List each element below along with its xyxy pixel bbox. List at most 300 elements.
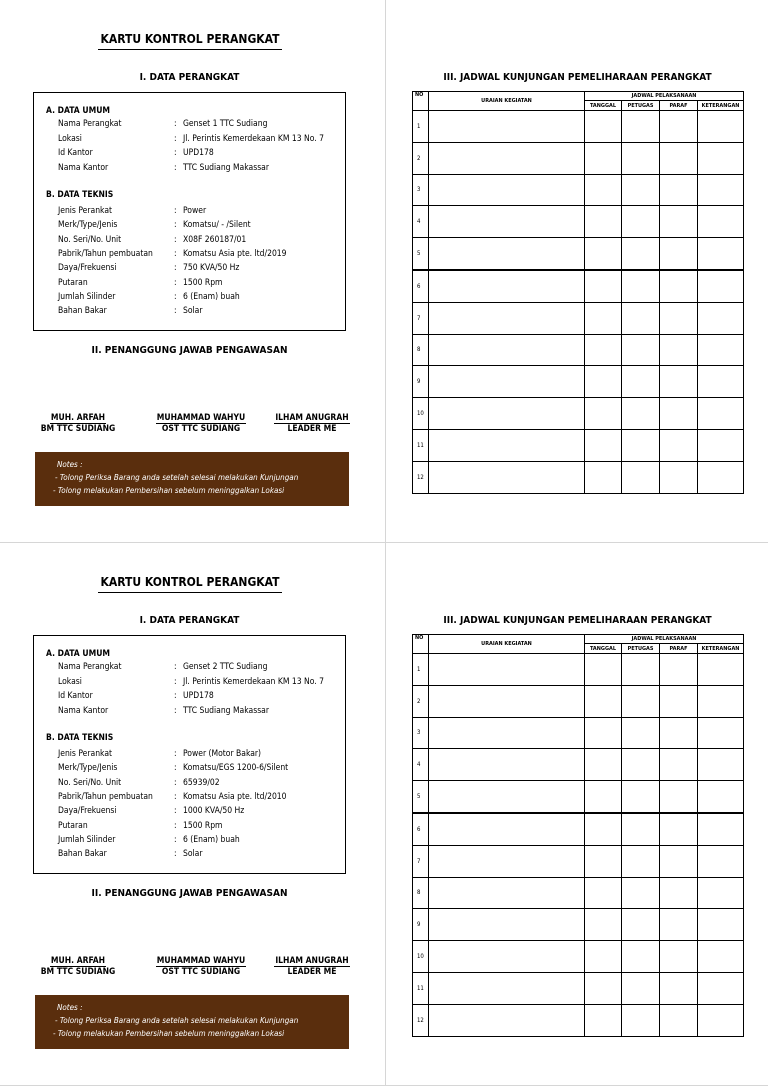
table-cell[interactable] — [585, 461, 622, 493]
table-cell[interactable] — [622, 429, 660, 461]
table-cell[interactable] — [660, 813, 698, 845]
col-header-jadwal: JADWAL PELAKSANAAN — [585, 92, 744, 101]
table-cell[interactable] — [660, 270, 698, 302]
table-row — [413, 270, 744, 302]
field-colon: : — [174, 763, 177, 773]
field-value: Power — [183, 206, 207, 216]
signatory-name: MUH. ARFAH — [50, 413, 106, 423]
data-umum-row — [58, 662, 267, 672]
data-umum-row — [58, 134, 324, 144]
field-value: Komatsu/EGS 1200-6/Silent — [183, 763, 289, 773]
data-teknis-row — [58, 849, 203, 859]
table-row — [413, 461, 744, 493]
table-cell[interactable] — [622, 717, 660, 749]
table-cell[interactable] — [429, 334, 585, 366]
field-label: Daya/Frekuensi — [58, 263, 117, 273]
row-number: 12 — [413, 461, 429, 493]
col-header-sub: TANGGAL — [585, 101, 622, 111]
table-cell[interactable] — [622, 685, 660, 717]
notes-box — [35, 995, 349, 1049]
table-cell[interactable] — [660, 174, 698, 206]
table-cell[interactable] — [429, 398, 585, 430]
table-cell[interactable] — [622, 909, 660, 941]
table-row — [413, 845, 744, 877]
field-value: Komatsu Asia pte. ltd/2019 — [183, 249, 287, 259]
signatory — [30, 413, 126, 434]
table-cell[interactable] — [660, 334, 698, 366]
row-number: 4 — [413, 206, 429, 238]
table-cell[interactable] — [622, 461, 660, 493]
notes-heading: Notes : — [57, 460, 83, 469]
table-cell[interactable] — [660, 398, 698, 430]
table-cell[interactable] — [429, 909, 585, 941]
data-teknis-row — [58, 763, 288, 773]
table-cell[interactable] — [429, 174, 585, 206]
table-header-row — [413, 92, 744, 101]
table-cell[interactable] — [622, 366, 660, 398]
row-number: 6 — [413, 270, 429, 302]
table-cell[interactable] — [429, 461, 585, 493]
table-cell[interactable] — [698, 654, 744, 686]
table-cell[interactable] — [698, 142, 744, 174]
table-cell[interactable] — [660, 877, 698, 909]
table-cell[interactable] — [622, 941, 660, 973]
table-cell[interactable] — [622, 972, 660, 1004]
field-value: Genset 2 TTC Sudiang — [183, 662, 268, 672]
table-cell[interactable] — [585, 1004, 622, 1036]
table-cell[interactable] — [660, 429, 698, 461]
table-row — [413, 749, 744, 781]
schedule-table — [412, 91, 744, 494]
notes-heading: Notes : — [57, 1003, 83, 1012]
field-value: Power (Motor Bakar) — [183, 749, 262, 759]
field-value: Genset 1 TTC Sudiang — [183, 119, 268, 129]
row-number: 11 — [413, 972, 429, 1004]
card-page-2 — [0, 543, 768, 1086]
table-cell[interactable] — [429, 206, 585, 238]
table-cell[interactable] — [660, 845, 698, 877]
row-number: 12 — [413, 1004, 429, 1036]
table-row — [413, 654, 744, 686]
table-cell[interactable] — [429, 366, 585, 398]
field-colon: : — [174, 278, 177, 288]
row-number: 10 — [413, 398, 429, 430]
table-cell[interactable] — [622, 302, 660, 334]
row-number: 10 — [413, 941, 429, 973]
field-colon: : — [174, 292, 177, 302]
table-cell[interactable] — [622, 749, 660, 781]
table-cell[interactable] — [660, 941, 698, 973]
signatory-name: ILHAM ANUGRAH — [275, 956, 349, 966]
section-jadwal-title: III. JADWAL KUNJUNGAN PEMELIHARAAN PERANGKAT — [443, 72, 712, 83]
data-teknis-row — [58, 263, 239, 273]
table-row — [413, 813, 744, 845]
field-value: Solar — [183, 849, 203, 859]
field-label: Nama Perangkat — [58, 662, 122, 672]
table-cell[interactable] — [585, 270, 622, 302]
data-teknis-heading: B. DATA TEKNIS — [46, 190, 114, 200]
table-cell[interactable] — [698, 302, 744, 334]
field-colon: : — [174, 119, 177, 129]
table-cell[interactable] — [698, 206, 744, 238]
table-row — [413, 206, 744, 238]
table-cell[interactable] — [698, 781, 744, 813]
table-cell[interactable] — [585, 206, 622, 238]
table-cell[interactable] — [622, 206, 660, 238]
field-colon: : — [174, 677, 177, 687]
data-perangkat-box — [33, 92, 346, 331]
table-row — [413, 717, 744, 749]
table-cell[interactable] — [660, 1004, 698, 1036]
signatory-role: OST TTC SUDIANG — [161, 424, 241, 434]
table-cell[interactable] — [660, 302, 698, 334]
row-number: 1 — [413, 654, 429, 686]
table-cell[interactable] — [429, 111, 585, 143]
table-cell[interactable] — [585, 429, 622, 461]
field-label: Jumlah Silinder — [58, 292, 116, 302]
data-teknis-row — [58, 749, 261, 759]
data-umum-row — [58, 119, 267, 129]
signatory-name: ILHAM ANUGRAH — [275, 413, 349, 423]
field-value: 1500 Rpm — [183, 821, 223, 831]
table-cell[interactable] — [660, 972, 698, 1004]
signatory-name: MUHAMMAD WAHYU — [156, 956, 246, 966]
field-label: Putaran — [58, 278, 88, 288]
field-label: Id Kantor — [58, 691, 93, 701]
table-row — [413, 366, 744, 398]
table-cell[interactable] — [429, 142, 585, 174]
table-cell[interactable] — [698, 238, 744, 270]
col-header-uraian: URAIAN KEGIATAN — [429, 635, 585, 654]
table-cell[interactable] — [585, 749, 622, 781]
field-colon: : — [174, 163, 177, 173]
table-cell[interactable] — [698, 334, 744, 366]
section-penanggung-jawab-title: II. PENANGGUNG JAWAB PENGAWASAN — [91, 888, 288, 899]
table-cell[interactable] — [622, 877, 660, 909]
table-cell[interactable] — [698, 845, 744, 877]
table-cell[interactable] — [698, 972, 744, 1004]
table-row — [413, 429, 744, 461]
section-data-perangkat-title: I. DATA PERANGKAT — [139, 615, 240, 626]
table-cell[interactable] — [660, 206, 698, 238]
row-number: 7 — [413, 302, 429, 334]
table-cell[interactable] — [660, 685, 698, 717]
signatory — [146, 956, 256, 977]
field-value: Komatsu/ - /Silent — [183, 220, 251, 230]
table-cell[interactable] — [698, 366, 744, 398]
table-cell[interactable] — [585, 972, 622, 1004]
field-colon: : — [174, 249, 177, 259]
field-label: Lokasi — [58, 134, 82, 144]
table-cell[interactable] — [429, 717, 585, 749]
signatory-role: LEADER ME — [287, 424, 337, 434]
row-number: 8 — [413, 877, 429, 909]
field-label: Nama Perangkat — [58, 119, 122, 129]
table-cell[interactable] — [585, 111, 622, 143]
data-umum-heading: A. DATA UMUM — [46, 649, 111, 659]
data-teknis-row — [58, 835, 240, 845]
field-value: 65939/02 — [183, 778, 220, 788]
row-number: 11 — [413, 429, 429, 461]
table-cell[interactable] — [585, 366, 622, 398]
field-label: Jumlah Silinder — [58, 835, 116, 845]
field-label: Jenis Perankat — [58, 206, 112, 216]
field-label: Nama Kantor — [58, 706, 109, 716]
data-umum-row — [58, 691, 214, 701]
table-cell[interactable] — [698, 941, 744, 973]
table-cell[interactable] — [622, 270, 660, 302]
data-umum-row — [58, 677, 324, 687]
notes-box — [35, 452, 349, 506]
table-cell[interactable] — [622, 813, 660, 845]
table-cell[interactable] — [660, 142, 698, 174]
field-colon: : — [174, 263, 177, 273]
table-cell[interactable] — [622, 142, 660, 174]
field-colon: : — [174, 235, 177, 245]
table-cell[interactable] — [698, 813, 744, 845]
col-header-sub: PARAF — [660, 644, 698, 654]
table-cell[interactable] — [622, 398, 660, 430]
field-colon: : — [174, 691, 177, 701]
field-value: TTC Sudiang Makassar — [183, 706, 270, 716]
table-row — [413, 781, 744, 813]
signatory-name: MUH. ARFAH — [50, 956, 106, 966]
table-cell[interactable] — [585, 238, 622, 270]
table-cell[interactable] — [660, 111, 698, 143]
row-number: 1 — [413, 111, 429, 143]
field-value: Jl. Perintis Kemerdekaan KM 13 No. 7 — [183, 677, 324, 687]
table-cell[interactable] — [698, 749, 744, 781]
table-cell[interactable] — [660, 717, 698, 749]
data-umum-row — [58, 706, 269, 716]
field-label: Merk/Type/Jenis — [58, 220, 118, 230]
table-cell[interactable] — [429, 877, 585, 909]
table-cell[interactable] — [698, 909, 744, 941]
table-cell[interactable] — [585, 142, 622, 174]
table-cell[interactable] — [585, 398, 622, 430]
row-number: 5 — [413, 238, 429, 270]
field-value: Solar — [183, 306, 203, 316]
table-cell[interactable] — [429, 845, 585, 877]
table-cell[interactable] — [698, 174, 744, 206]
data-teknis-heading: B. DATA TEKNIS — [46, 733, 114, 743]
table-row — [413, 142, 744, 174]
table-cell[interactable] — [660, 461, 698, 493]
table-cell[interactable] — [698, 461, 744, 493]
field-value: 6 (Enam) buah — [183, 835, 240, 845]
page-column-divider — [385, 543, 386, 1085]
data-teknis-row — [58, 806, 244, 816]
table-cell[interactable] — [660, 909, 698, 941]
table-row — [413, 972, 744, 1004]
table-cell[interactable] — [660, 781, 698, 813]
table-row — [413, 685, 744, 717]
table-cell[interactable] — [698, 1004, 744, 1036]
table-cell[interactable] — [429, 685, 585, 717]
data-teknis-row — [58, 235, 246, 245]
field-label: Nama Kantor — [58, 163, 109, 173]
field-colon: : — [174, 206, 177, 216]
signatory-name: MUHAMMAD WAHYU — [156, 413, 246, 423]
signatory — [30, 956, 126, 977]
table-cell[interactable] — [585, 654, 622, 686]
data-teknis-row — [58, 206, 206, 216]
col-header-sub: PETUGAS — [622, 101, 660, 111]
field-value: 750 KVA/50 Hz — [183, 263, 240, 273]
table-cell[interactable] — [429, 270, 585, 302]
table-cell[interactable] — [660, 238, 698, 270]
table-cell[interactable] — [660, 749, 698, 781]
field-value: Komatsu Asia pte. ltd/2010 — [183, 792, 287, 802]
table-cell[interactable] — [698, 717, 744, 749]
table-cell[interactable] — [429, 238, 585, 270]
note-line: - Tolong melakukan Pembersihan sebelum meninggalkan Lokasi — [53, 1029, 285, 1038]
col-header-no: NO — [413, 92, 429, 111]
table-cell[interactable] — [660, 654, 698, 686]
data-teknis-row — [58, 249, 287, 259]
table-cell[interactable] — [585, 685, 622, 717]
card-title: KARTU KONTROL PERANGKAT — [98, 32, 282, 50]
table-row — [413, 174, 744, 206]
field-value: 1500 Rpm — [183, 278, 223, 288]
card-title: KARTU KONTROL PERANGKAT — [98, 575, 282, 593]
table-cell[interactable] — [585, 941, 622, 973]
table-cell[interactable] — [622, 781, 660, 813]
field-colon: : — [174, 821, 177, 831]
field-colon: : — [174, 706, 177, 716]
field-value: 6 (Enam) buah — [183, 292, 240, 302]
field-value: 1000 KVA/50 Hz — [183, 806, 245, 816]
field-value: Jl. Perintis Kemerdekaan KM 13 No. 7 — [183, 134, 324, 144]
table-cell[interactable] — [698, 877, 744, 909]
table-cell[interactable] — [429, 941, 585, 973]
table-cell[interactable] — [585, 174, 622, 206]
table-cell[interactable] — [429, 813, 585, 845]
table-cell[interactable] — [585, 813, 622, 845]
field-value: X08F 260187/01 — [183, 235, 247, 245]
field-label: Id Kantor — [58, 148, 93, 158]
data-umum-row — [58, 163, 269, 173]
table-cell[interactable] — [429, 781, 585, 813]
row-number: 7 — [413, 845, 429, 877]
table-row — [413, 302, 744, 334]
table-cell[interactable] — [622, 1004, 660, 1036]
signatory — [146, 413, 256, 434]
signatory — [264, 413, 360, 434]
table-cell[interactable] — [585, 909, 622, 941]
field-colon: : — [174, 806, 177, 816]
table-cell[interactable] — [429, 972, 585, 1004]
table-row — [413, 238, 744, 270]
field-colon: : — [174, 662, 177, 672]
table-cell[interactable] — [622, 111, 660, 143]
note-line: - Tolong melakukan Pembersihan sebelum meninggalkan Lokasi — [53, 486, 285, 495]
row-number: 2 — [413, 685, 429, 717]
col-header-sub: KETERANGAN — [698, 101, 744, 111]
row-number: 4 — [413, 749, 429, 781]
col-header-uraian: URAIAN KEGIATAN — [429, 92, 585, 111]
table-row — [413, 111, 744, 143]
field-colon: : — [174, 792, 177, 802]
field-label: Daya/Frekuensi — [58, 806, 117, 816]
table-row — [413, 398, 744, 430]
table-cell[interactable] — [585, 717, 622, 749]
data-teknis-row — [58, 792, 287, 802]
field-colon: : — [174, 778, 177, 788]
signatory-role: LEADER ME — [287, 967, 337, 977]
table-cell[interactable] — [698, 111, 744, 143]
table-cell[interactable] — [585, 845, 622, 877]
signatory-role: OST TTC SUDIANG — [161, 967, 241, 977]
col-header-jadwal: JADWAL PELAKSANAAN — [585, 635, 744, 644]
table-cell[interactable] — [429, 654, 585, 686]
table-cell[interactable] — [622, 845, 660, 877]
field-label: Bahan Bakar — [58, 306, 107, 316]
table-cell[interactable] — [585, 781, 622, 813]
field-label: No. Seri/No. Unit — [58, 235, 122, 245]
field-colon: : — [174, 220, 177, 230]
field-value: TTC Sudiang Makassar — [183, 163, 270, 173]
data-teknis-row — [58, 821, 223, 831]
table-cell[interactable] — [429, 429, 585, 461]
table-cell[interactable] — [622, 334, 660, 366]
field-label: Pabrik/Tahun pembuatan — [58, 792, 153, 802]
field-value: UPD178 — [183, 148, 214, 158]
table-cell[interactable] — [585, 334, 622, 366]
row-number: 3 — [413, 717, 429, 749]
col-header-sub: PETUGAS — [622, 644, 660, 654]
note-line: - Tolong Periksa Barang anda setelah selesai melakukan Kunjungan — [55, 473, 299, 482]
field-colon: : — [174, 306, 177, 316]
table-cell[interactable] — [698, 685, 744, 717]
signatory-role: BM TTC SUDIANG — [40, 424, 116, 434]
row-number: 3 — [413, 174, 429, 206]
field-colon: : — [174, 749, 177, 759]
table-cell[interactable] — [622, 174, 660, 206]
data-teknis-row — [58, 220, 251, 230]
signatory-role: BM TTC SUDIANG — [40, 967, 116, 977]
field-label: No. Seri/No. Unit — [58, 778, 122, 788]
page-column-divider — [385, 0, 386, 542]
table-cell[interactable] — [429, 749, 585, 781]
row-number: 6 — [413, 813, 429, 845]
table-cell[interactable] — [429, 1004, 585, 1036]
table-cell[interactable] — [429, 302, 585, 334]
field-label: Bahan Bakar — [58, 849, 107, 859]
table-cell[interactable] — [585, 877, 622, 909]
table-cell[interactable] — [698, 429, 744, 461]
field-colon: : — [174, 835, 177, 845]
table-cell[interactable] — [585, 302, 622, 334]
field-colon: : — [174, 134, 177, 144]
table-cell[interactable] — [622, 238, 660, 270]
table-cell[interactable] — [660, 366, 698, 398]
section-data-perangkat-title: I. DATA PERANGKAT — [139, 72, 240, 83]
field-value: UPD178 — [183, 691, 214, 701]
data-teknis-row — [58, 306, 203, 316]
table-cell[interactable] — [698, 270, 744, 302]
data-teknis-row — [58, 278, 223, 288]
data-teknis-row — [58, 292, 240, 302]
table-row — [413, 334, 744, 366]
col-header-sub: PARAF — [660, 101, 698, 111]
table-cell[interactable] — [698, 398, 744, 430]
field-colon: : — [174, 849, 177, 859]
table-cell[interactable] — [622, 654, 660, 686]
col-header-sub: TANGGAL — [585, 644, 622, 654]
col-header-sub: KETERANGAN — [698, 644, 744, 654]
data-umum-row — [58, 148, 214, 158]
